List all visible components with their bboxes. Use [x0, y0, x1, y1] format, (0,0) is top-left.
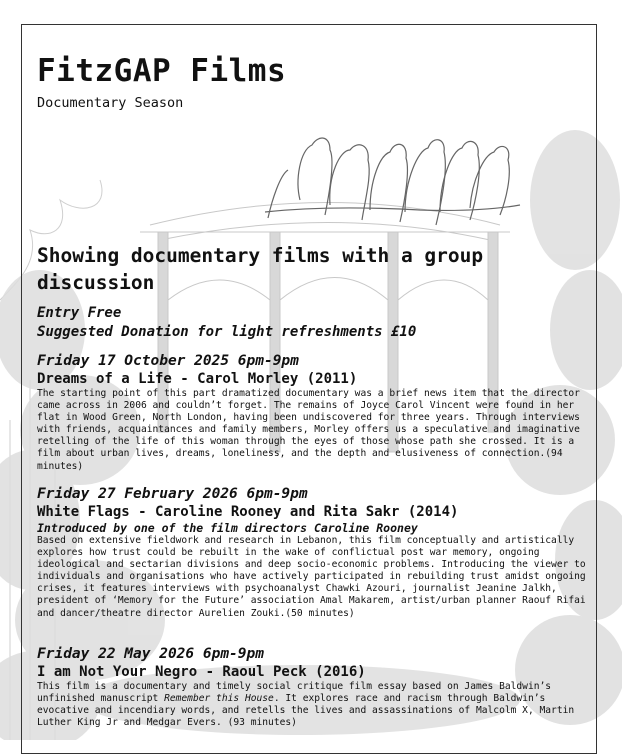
suggested-donation: Suggested Donation for light refreshments £10 — [37, 324, 417, 340]
event-film-title: White Flags - Caroline Rooney and Rita Sakr (2014) — [37, 504, 459, 520]
description-text: This film is a documentary and timely social critique film essay based on James Baldwin’s unfinished manuscript — [37, 681, 552, 705]
event-description — [37, 681, 593, 729]
event-film-title: Dreams of a Life - Carol Morley (2011) — [37, 371, 358, 387]
entry-info — [37, 304, 416, 342]
entry-free: Entry Free — [37, 305, 122, 321]
manuscript-title: Remember this House — [164, 693, 274, 705]
event-description: The starting point of this part dramatized documentary was a brief news item that the director came across in 2006 and couldn’t forget. The remains of Joyce Carol Vincent were found in her flat in Wood Green, North London, having been undiscovered for three years. Through interviews with friends, acquaintances and family members, Morley offers us a speculative and imaginative retelling of the life of this woman through the eyes of those whose path she crossed. It is a film about urban lives, dreams, loneliness, and the depth and elusiveness of connection.(94 minutes) — [37, 388, 580, 472]
event-date: Friday 27 February 2026 6pm-9pm — [37, 486, 308, 502]
event-film-title: I am Not Your Negro - Raoul Peck (2016) — [37, 664, 366, 680]
event-3 — [37, 645, 597, 729]
event-2 — [37, 485, 597, 620]
event-introduction: Introduced by one of the film directors Caroline Rooney — [37, 521, 418, 535]
event-description: Based on extensive fieldwork and research in Lebanon, this film conceptually and artistically explores how trust could be rebuilt in the wake of conflictual post war memory, ongoing ideological and sectarian divisions and deep socio-economic problems. Introducing the viewer to individuals and organisations who have actively participated in rebuilding trust amidst ongoing crises, it features interviews with psychoanalyst Chawki Azouri, journalist Jeanine Jalkh, president of ‘Memory for the Future’ association Amal Makarem, artist/urban planner Raouf Rifai and dancer/theatre director Aurelien Zouki.(50 minutes) — [37, 535, 586, 619]
event-1 — [37, 352, 597, 473]
event-date: Friday 22 May 2026 6pm-9pm — [37, 646, 264, 662]
page-title: FitzGAP Films — [37, 53, 287, 89]
page-subtitle: Documentary Season — [37, 95, 184, 111]
headline: Showing documentary films with a group discussion — [37, 244, 484, 294]
description-text: . It explores race and racism through Baldwin’s evocative and incendiary words, and retells the lives and assassinations of Malcolm X, Martin Luther King Jr and Medgar Evers. (93 minutes) — [37, 693, 575, 729]
event-date: Friday 17 October 2025 6pm-9pm — [37, 353, 299, 369]
